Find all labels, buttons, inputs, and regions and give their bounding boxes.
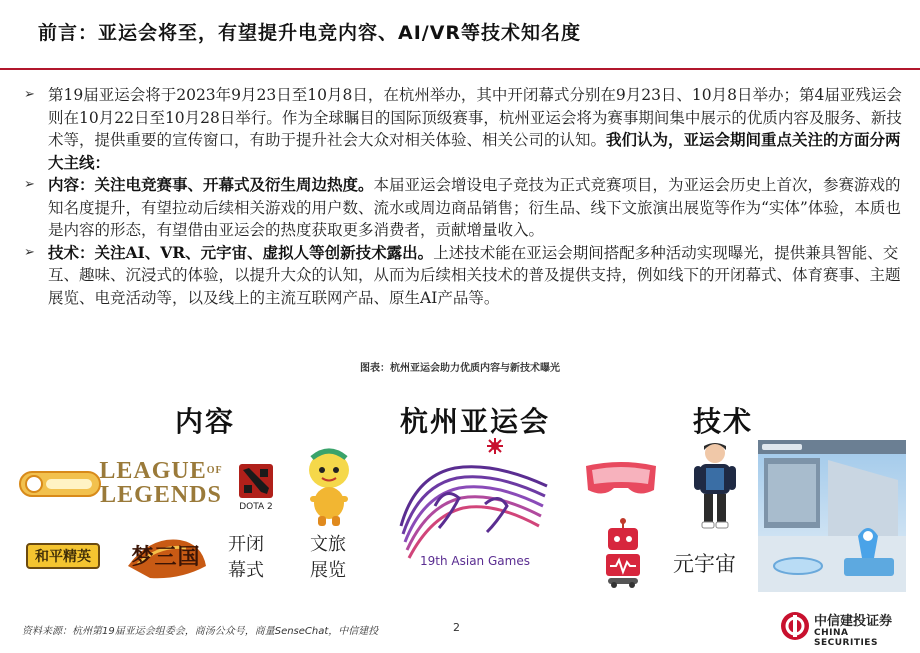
page-number: 2 bbox=[453, 621, 460, 634]
label-line: 幕式 bbox=[228, 560, 264, 581]
bullet-bold-lead: 技术：关注AI、VR、元宇宙、虚拟人等创新技术露出。 bbox=[48, 242, 434, 262]
arrow-bullet-icon: ➢ bbox=[24, 177, 35, 192]
heping-jingying-logo bbox=[26, 540, 100, 572]
game-logo-badge-icon bbox=[18, 466, 102, 502]
league-of-legends-logo bbox=[99, 458, 223, 508]
bullet-bold-lead: 内容：关注电竞赛事、开幕式及衍生周边热度。 bbox=[48, 175, 374, 194]
bullet-bold-tail: 我们认为，亚运会期间重点关注的方面分两大主线： bbox=[48, 130, 901, 172]
bullet-tech bbox=[24, 242, 904, 310]
dota2-label: DOTA 2 bbox=[239, 502, 273, 512]
tech-section-title: 技术 bbox=[693, 405, 754, 438]
dota2-logo bbox=[228, 458, 284, 516]
robot-icon bbox=[600, 518, 646, 588]
vr-headset-icon bbox=[582, 456, 660, 502]
label-line: 文旅 bbox=[310, 534, 346, 555]
center-section-title: 杭州亚运会 bbox=[400, 405, 551, 438]
title-divider bbox=[0, 68, 920, 70]
opening-closing-label bbox=[228, 532, 264, 584]
bullet-text: 上述技术能在亚运会期间搭配多种活动实现曝光，提供兼具智能、交互、趣味、沉浸式的体验，以提升大众的认知，从而为后续相关技术的普及提供支持，例如线下的开闭幕式、体育赛事、主题展览、电竞活动等，以及线上的主流互联网产品、原生AI产品等。 bbox=[48, 243, 901, 307]
league-logo-line2: LEGENDS bbox=[100, 482, 222, 508]
menghan-logo bbox=[120, 526, 212, 584]
content-section-title: 内容 bbox=[175, 405, 236, 438]
source-footnote: 资料来源：杭州第19届亚运会组委会，商汤公众号，商量SenseChat，中信建投 bbox=[22, 626, 379, 637]
bullet-text: 第19届亚运会将于2023年9月23日至10月8日，在杭州举办，其中开闭幕式分别在9月23日、10月8日举办；第4届亚残运会则在10月22日至10月28日举行。作为全球瞩目的国际顶级赛事，杭州亚运会将为赛事期间集中展示的优质内容及服务、新技术等，提供重要的宣传窗口，有助于提升社会大众对相关体验、相关公司的认知。 bbox=[48, 86, 902, 149]
metaverse-label: 元宇宙 bbox=[673, 552, 736, 576]
bullet-intro bbox=[24, 84, 904, 174]
label-line: 展览 bbox=[310, 560, 346, 581]
league-logo-of: OF bbox=[206, 465, 223, 476]
dota2-icon bbox=[237, 462, 275, 500]
page-title: 前言：亚运会将至，有望提升电竞内容、AI/VR等技术知名度 bbox=[38, 22, 582, 44]
metaverse-scene-image bbox=[758, 440, 906, 592]
china-securities-logo-icon bbox=[780, 611, 810, 641]
arrow-bullet-icon: ➢ bbox=[24, 244, 35, 260]
virtual-human-icon bbox=[690, 440, 740, 532]
bullet-text: 本届亚运会增设电子竞技为正式竞赛项目，为亚运会历史上首次，参赛游戏的知名度提升，有望拉动后续相关游戏的用户数、流水或周边商品销售；衍生品、线下文旅演出展览等作为“实体”体验，本质也是内容的形态，有望借由亚运会的热度获取更多消费者，贡献增量收入。 bbox=[48, 176, 901, 239]
menghan-logo-text: 梦三国 bbox=[131, 543, 201, 570]
china-securities-brand bbox=[780, 608, 910, 648]
brand-name-en: CHINA SECURITIES bbox=[814, 628, 878, 648]
league-logo-line1: LEAGUE bbox=[99, 458, 207, 484]
culture-tourism-label bbox=[310, 532, 346, 584]
brand-name-cn: 中信建投证券 bbox=[814, 614, 893, 629]
bullet-list bbox=[24, 84, 904, 309]
arrow-bullet-icon: ➢ bbox=[24, 87, 35, 102]
asian-games-label: 19th Asian Games bbox=[420, 554, 530, 568]
asian-games-mascot-icon bbox=[300, 448, 358, 528]
heping-logo-text: 和平精英 bbox=[35, 549, 91, 565]
figure-caption: 图表：杭州亚运会助力优质内容与新技术曝光 bbox=[360, 363, 560, 374]
asian-games-emblem bbox=[395, 436, 555, 581]
label-line: 开闭 bbox=[228, 534, 264, 555]
bullet-content bbox=[24, 174, 904, 242]
